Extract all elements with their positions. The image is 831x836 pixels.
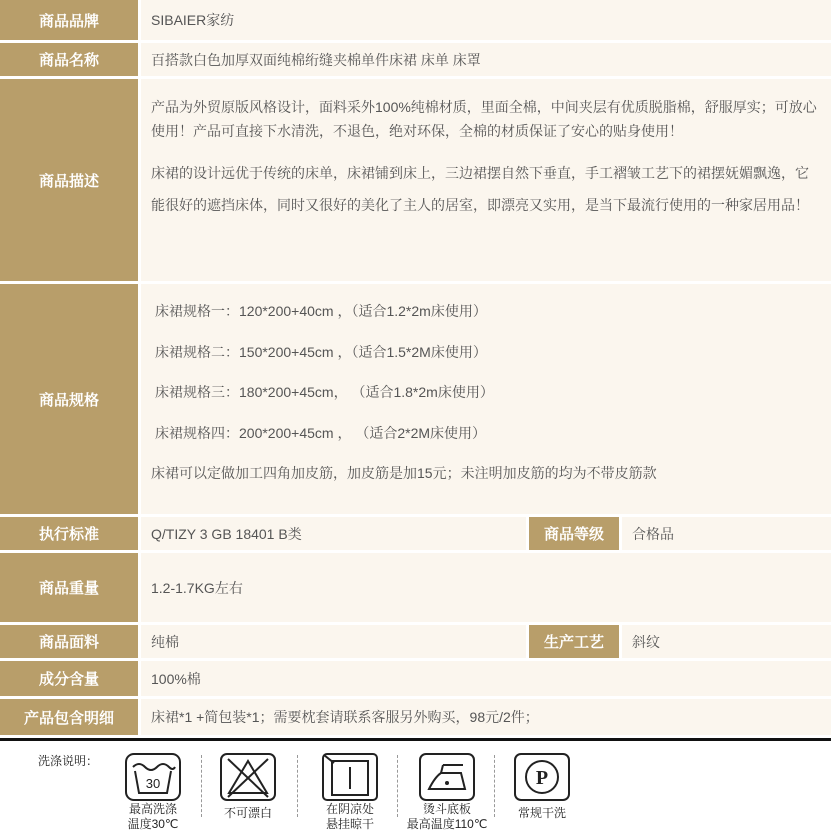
label-standard: 执行标准 (0, 517, 138, 550)
spec-line-2: 床裙规格二：150*200+45cm ，（适合1.5*2M床使用） (155, 343, 487, 360)
wash-item-3-label-1: 在阴凉处 (325, 802, 374, 816)
wash-item-1 (108, 753, 198, 831)
description-paragraph-1: 产品为外贸原版风格设计，面料采外100%纯棉材质，里面全棉，中间夹层有优质脱脂棉，舒服厚实；可放心使用！产品可直接下水清洗，不退色，绝对环保，全棉的材质保证了安心的贴身使用！ (151, 99, 817, 139)
wash-item-4-label-1: 烫斗底板 (422, 802, 471, 816)
wash-item-2 (203, 753, 293, 820)
value-brand: SIBAIER家纺 (141, 0, 831, 40)
washing-instructions (0, 738, 831, 836)
row-standard (0, 517, 831, 550)
wash-item-2-label-1: 不可漂白 (223, 806, 272, 820)
wash-item-1-label-2: 温度30℃ (127, 817, 179, 831)
value-weight: 1.2-1.7KG左右 (141, 553, 831, 622)
no-bleach-icon (220, 753, 276, 801)
wash-item-1-label-1: 最高洗涤 (128, 802, 177, 816)
value-fabric: 纯棉 (141, 625, 526, 658)
label-description: 商品描述 (0, 79, 138, 281)
label-content: 成分含量 (0, 661, 138, 696)
label-brand: 商品品牌 (0, 0, 138, 40)
wash-item-5 (497, 753, 587, 820)
wash-title: 洗涤说明： (38, 754, 99, 768)
spec-line-1: 床裙规格一：120*200+40cm ，（适合1.2*2m床使用） (155, 303, 487, 319)
value-standard: Q/TIZY 3 GB 18401 B类 (141, 517, 526, 550)
label-spec: 商品规格 (0, 284, 138, 514)
wash-item-4 (402, 753, 492, 831)
wash-item-5-label-1: 常规干洗 (517, 806, 566, 820)
label-name: 商品名称 (0, 43, 138, 76)
separator (297, 755, 298, 817)
value-spec (141, 284, 831, 514)
value-content: 100%棉 (141, 661, 831, 696)
label-weight: 商品重量 (0, 553, 138, 622)
iron-110-icon (419, 753, 475, 801)
label-grade: 商品等级 (529, 517, 619, 550)
separator (397, 755, 398, 817)
value-package: 床裙*1 +简包装*1；需要枕套请联系客服另外购买，98元/2件； (141, 699, 831, 735)
wash-item-3-label-2: 悬挂晾干 (325, 817, 374, 831)
separator (201, 755, 202, 817)
value-craft: 斜纹 (622, 625, 831, 658)
value-grade: 合格品 (622, 517, 831, 550)
value-name: 百搭款白色加厚双面纯棉绗缝夹棉单件床裙 床单 床罩 (141, 43, 831, 76)
description-paragraph-2: 床裙的设计远优于传统的床单，床裙铺到床上，三边裙摆自然下垂直，手工褶皱工艺下的裙摆妩媚飘逸，它能很好的遮挡床体，同时又很好的美化了主人的居室，即漂亮又实用，是当下最流行使用的一种家居用品！ (151, 165, 809, 213)
row-spec (0, 284, 831, 514)
dry-clean-p-icon (514, 753, 570, 801)
spec-line-4: 床裙规格四：200*200+45cm ， （适合2*2M床使用） (155, 424, 487, 441)
row-brand (0, 0, 831, 40)
wash-item-4-label-2: 最高温度110℃ (406, 817, 488, 831)
wash-item-3 (305, 753, 395, 831)
spec-line-3: 床裙规格三：180*200+45cm， （适合1.8*2m床使用） (155, 384, 494, 400)
spec-line-5: 床裙可以定做加工四角加皮筋，加皮筋是加15元；未注明加皮筋的均为不带皮筋款 (151, 465, 657, 481)
row-fabric (0, 625, 831, 658)
row-name (0, 43, 831, 76)
row-content (0, 661, 831, 696)
separator (494, 755, 495, 817)
wash-30-icon (125, 753, 181, 801)
label-package: 产品包含明细 (0, 699, 138, 735)
line-dry-shade-icon (322, 753, 378, 801)
row-package (0, 699, 831, 735)
svg-text:30: 30 (145, 776, 161, 791)
row-description (0, 79, 831, 281)
value-description (141, 79, 831, 281)
svg-text:P: P (535, 767, 549, 789)
label-fabric: 商品面料 (0, 625, 138, 658)
label-craft: 生产工艺 (529, 625, 619, 658)
row-weight (0, 553, 831, 622)
